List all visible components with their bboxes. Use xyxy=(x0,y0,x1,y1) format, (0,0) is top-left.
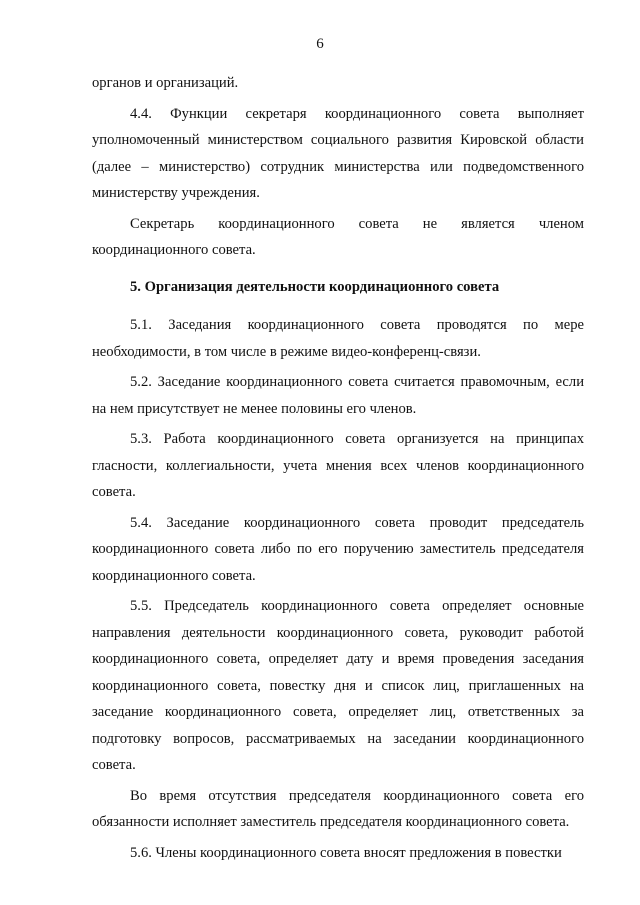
paragraph-secretary: Секретарь координационного совета не является членом координационного совета. xyxy=(92,215,584,258)
paragraph-5-5: 5.5. Председатель координационного совета определяет основные направления деятельности координационного совета, руководит работой координационного совета, определяет дату и время проведения заседания координационного совета, повестку дня и список лиц, приглашенных на заседание координационного совета, определяет лиц, ответственных за подготовку вопросов, рассматриваемых на заседании координационного совета. xyxy=(92,598,584,773)
section-heading-5: 5. Организация деятельности координационного совета xyxy=(130,278,500,295)
paragraph-5-6: 5.6. Члены координационного совета вносят предложения в повестки xyxy=(130,844,562,861)
paragraph-5-4: 5.4. Заседание координационного совета проводит председатель координационного совета либо по его поручению заместитель председателя координационного совета. xyxy=(92,514,584,584)
paragraph-chair-absence: Во время отсутствия председателя координационного совета его обязанности исполняет заместитель председателя координационного совета. xyxy=(92,787,584,830)
paragraph-5-1: 5.1. Заседания координационного совета проводятся по мере необходимости, в том числе в режиме видео-конференц-связи. xyxy=(92,317,584,360)
paragraph-5-3: 5.3. Работа координационного совета организуется на принципах гласности, коллегиальности, учета мнения всех членов координационного совета. xyxy=(92,431,584,500)
paragraph-4-4: 4.4. Функции секретаря координационного совета выполняет уполномоченный министерством социального развития Кировской области (далее – министерство) сотрудник министерства или подведомственного министерству учреждения. xyxy=(92,105,584,201)
paragraph-continuation: органов и организаций. xyxy=(92,75,239,91)
page-number: 6 xyxy=(316,36,324,52)
document-body xyxy=(92,70,584,870)
paragraph-5-2: 5.2. Заседание координационного совета считается правомочным, если на нем присутствует не менее половины его членов. xyxy=(92,374,584,417)
